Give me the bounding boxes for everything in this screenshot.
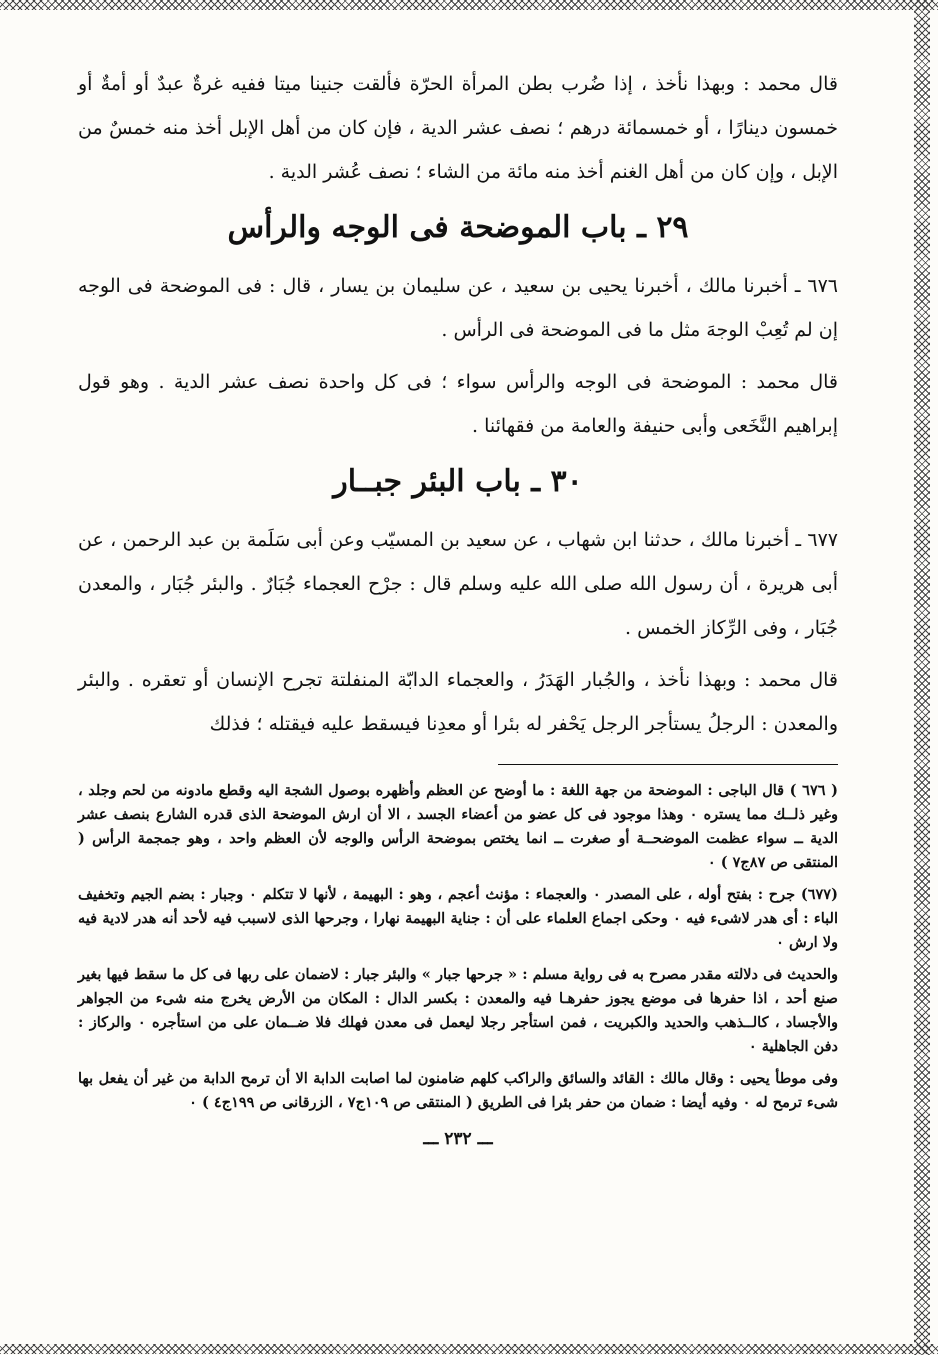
paragraph: قال محمد : وبهذا نأخذ ، والجُبار الهَدَرُ ، والعجماء الدابّة المنفلتة تجرح الإنسان أو تعقره . والبئر والمعدن : الرجلُ يستأجر الرجل يَحْفر له بئرا أو معدِنا فيسقط عليه فيقتله ؛ فذلك [78,669,838,735]
section-heading-29: ٢٩ ـ باب الموضحة فى الوجه والرأس [227,210,689,245]
footnote: والحديث فى دلالته مقدر مصرح به فى رواية مسلم : « جرحها جبار » والبئر جبار : لاضمان على ربها فى كل ما سقط فيها بغير صنع أحد ، اذا حفرها فى موضع يجوز حفرهـا فيه والمعدن : بكسر الدال : المكان من الأرض يخرج منه شىء من الجواهر والأجساد ، كالــذهب والحديد والكبريت ، فمن استأجر رجلا ليعمل فى معدن فهلك فلا ضــمان على من استأجره ٠ والركاز : دفن الجاهلية ٠ [78,966,838,1055]
paragraph: قال محمد : وبهذا نأخذ ، إذا ضُرب بطن المرأة الحرّة فألقت جنينا ميتا ففيه غرةٌ عبدٌ أو أمةٌ أو خمسون دينارًا ، أو خمسمائة درهم ؛ نصف عشر الدية ، فإن كان من أهل الإبل أخذ منه خمسٌ من الإبل ، وإن كان من أهل الغنم أخذ منه مائة من الشاء ؛ نصف عُشر الدية . [78,73,838,183]
footnote: (٦٧٧) جرح : بفتح أوله ، على المصدر ٠ والعجماء : مؤنث أعجم ، وهو : البهيمة ، لأنها لا تتكلم ٠ وجبار : بضم الجيم وتخفيف الباء : أى هدر لاشىء فيه ٠ وحكى اجماع العلماء على أن : جناية البهيمة نهارا ، وجرحها الذى لاسبب فيه لأحد أنه هدر لادية فيه ولا ارش ٠ [78,886,838,951]
footnote: ( ٦٧٦ ) قال الباجى : الموضحة من جهة اللغة : ما أوضح عن العظم وأظهره بوصول الشجة اليه وقطع مادونه من لحم وجلد ، وغير ذلــك مما يستره ٠ وهذا موجود فى كل عضو من أعضاء الجسد ، الا أن ارش الموضحة الذى قدره الشارع بنصف عشر الدية ــ سواء عظمت الموضحــة أو صغرت ــ انما يختص بموضحة الرأس والوجه لأن العظم واحد ، وهو جمجمة الرأس ( المنتقى ص ٨٧ج٧ ) ٠ [78,782,839,871]
page-content [78,62,838,1149]
border-right [914,0,930,1355]
footnote: وفى موطأ يحيى : وقال مالك : القائد والسائق والراكب كلهم ضامنون لما اصابت الدابة الا أن ترمح الدابة من غير أن يفعل بها شىء ترمح له ٠ وفيه أيضا : ضمان من حفر بئرا فى الطريق ( المنتقى ص ١٠٩ج٧ ، الزرقانى ص ١٩٩ج٤ ) ٠ [78,1070,838,1111]
page-number: ـــ ٢٣٢ ـــ [423,1129,493,1149]
border-bottom [0,1344,938,1354]
paragraph: ٦٧٦ ـ أخبرنا مالك ، أخبرنا يحيى بن سعيد ، عن سليمان بن يسار ، قال : فى الموضحة فى الوجه إن لم تُعِبْ الوجهَ مثل ما فى الموضحة فى الرأس . [78,275,838,341]
section-heading-30: ٣٠ ـ باب البئر جبــار [333,464,583,499]
paragraph: ٦٧٧ ـ أخبرنا مالك ، حدثنا ابن شهاب ، عن سعيد بن المسيّب وعن أبى سَلَمة بن عبد الرحمن ، عن أبى هريرة ، أن رسول الله صلى الله عليه وسلم قال : جرْح العجماء جُبَارٌ . والبئر جُبَار ، والمعدن جُبَار ، وفى الرِّكاز الخمس . [78,529,838,639]
border-top [0,0,938,10]
footnote-divider [498,764,838,765]
paragraph: قال محمد : الموضحة فى الوجه والرأس سواء ؛ فى كل واحدة نصف عشر الدية . وهو قول إبراهيم النَّخَعى وأبى حنيفة والعامة من فقهائنا . [78,371,838,437]
